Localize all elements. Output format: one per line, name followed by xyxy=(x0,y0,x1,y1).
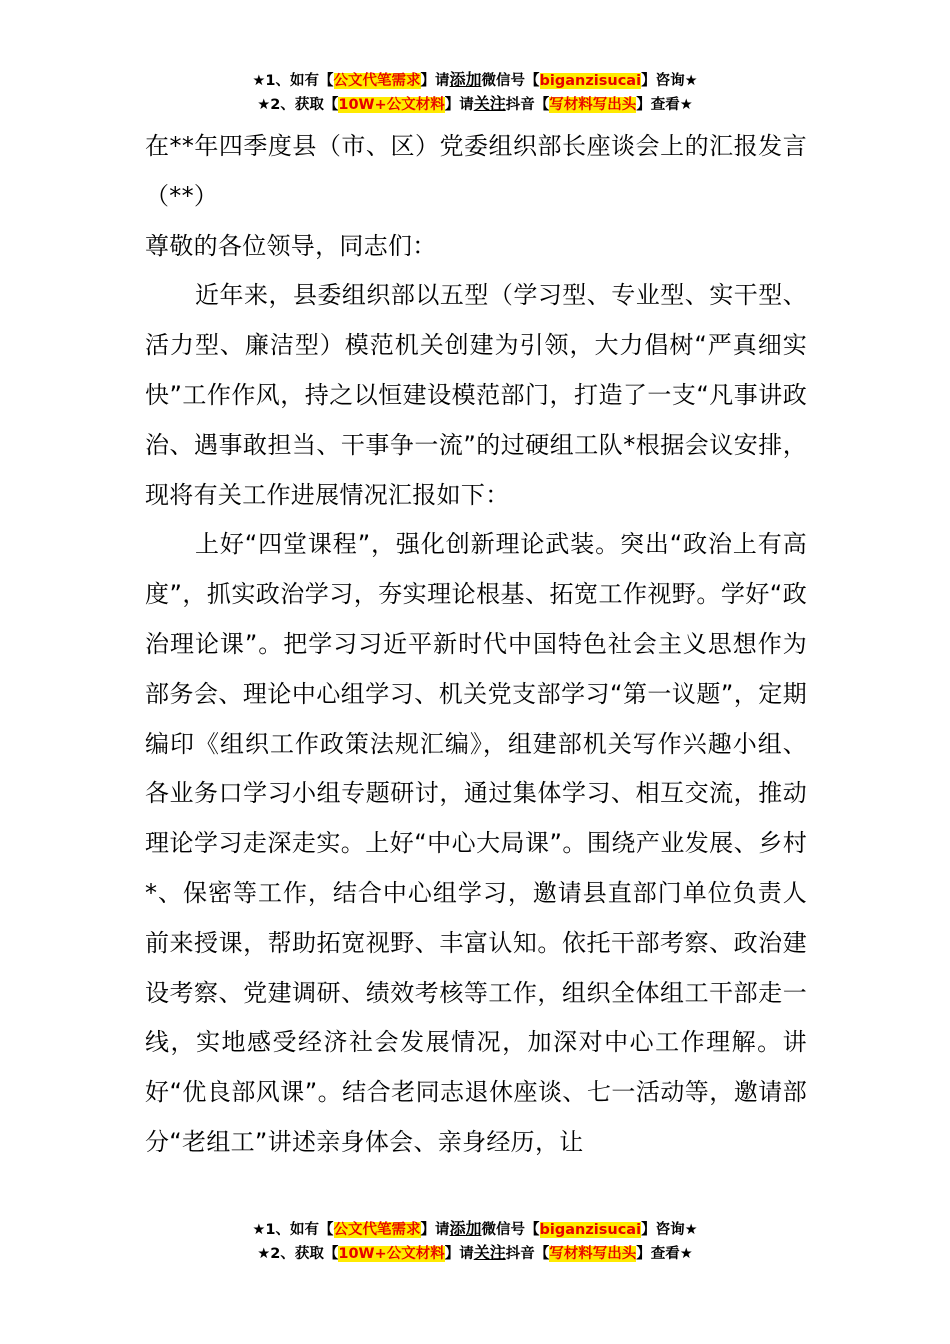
salutation: 尊敬的各位领导，同志们： xyxy=(145,231,437,260)
promo-text: 】请 xyxy=(420,1222,450,1238)
promo-text: 】咨询 xyxy=(641,1222,685,1238)
promo-text: 1、如有【 xyxy=(265,1222,334,1238)
star-icon: ★ xyxy=(684,1222,698,1238)
star-icon: ★ xyxy=(252,1222,266,1238)
promo-banner-top xyxy=(0,68,950,116)
promo-line-2 xyxy=(0,1241,950,1265)
promo-highlight: 10W+公文材料 xyxy=(338,97,445,113)
star-icon: ★ xyxy=(252,73,266,89)
wechat-id-highlight: biganzisucai xyxy=(539,73,642,89)
promo-emphasis: 关注 xyxy=(473,1243,506,1262)
document-title: 在**年四季度县（市、区）党委组织部长座谈会上的汇报发言（**） xyxy=(145,132,807,210)
promo-text: 】请 xyxy=(420,73,450,89)
promo-highlight: 公文代笔需求 xyxy=(333,1222,421,1238)
promo-line-1 xyxy=(0,1217,950,1241)
wechat-id-highlight: biganzisucai xyxy=(539,1222,642,1238)
promo-text: 】查看 xyxy=(636,97,680,113)
promo-text: 2、获取【 xyxy=(270,97,339,113)
document-body xyxy=(145,122,807,1168)
promo-highlight: 公文代笔需求 xyxy=(333,73,421,89)
douyin-highlight: 写材料写出头 xyxy=(549,1246,637,1262)
star-icon: ★ xyxy=(684,73,698,89)
promo-emphasis: 添加 xyxy=(449,1219,482,1238)
promo-text: 微信号【 xyxy=(481,73,540,89)
promo-text: 】咨询 xyxy=(641,73,685,89)
promo-highlight: 10W+公文材料 xyxy=(338,1246,445,1262)
promo-text: 抖音【 xyxy=(505,1246,550,1262)
body-paragraph: 近年来，县委组织部以五型（学习型、专业型、实干型、活力型、廉洁型）模范机关创建为引领，大力倡树“严真细实快”工作作风，持之以恒建设模范部门，打造了一支“凡事讲政治、遇事敢担当、干事争一流”的过硬组工队*根据会议安排，现将有关工作进展情况汇报如下： xyxy=(145,281,807,509)
star-icon: ★ xyxy=(679,1246,693,1262)
promo-emphasis: 添加 xyxy=(449,70,482,89)
promo-text: 2、获取【 xyxy=(270,1246,339,1262)
promo-text: 微信号【 xyxy=(481,1222,540,1238)
promo-line-2 xyxy=(0,92,950,116)
body-paragraph: 上好“四堂课程”，强化创新理论武装。突出“政治上有高度”，抓实政治学习，夯实理论根基、拓宽工作视野。学好“政治理论课”。把学习习近平新时代中国特色社会主义思想作为部务会、理论中心组学习、机关党支部学习“第一议题”，定期编印《组织工作政策法规汇编》，组建部机关写作兴趣小组、各业务口学习小组专题研讨，通过集体学习、相互交流，推动理论学习走深走实。上好“中心大局课”。围绕产业发展、乡村*、保密等工作，结合中心组学习，邀请县直部门单位负责人前来授课，帮助拓宽视野、丰富认知。依托干部考察、政治建设考察、党建调研、绩效考核等工作，组织全体组工干部走一线，实地感受经济社会发展情况，加深对中心工作理解。讲好“优良部风课”。结合老同志退休座谈、七一活动等，邀请部分“老组工”讲述亲身体会、亲身经历，让 xyxy=(145,530,807,1156)
promo-text: 抖音【 xyxy=(505,97,550,113)
star-icon: ★ xyxy=(679,97,693,113)
promo-text: 】请 xyxy=(444,97,474,113)
promo-line-1 xyxy=(0,68,950,92)
promo-banner-bottom xyxy=(0,1217,950,1265)
promo-text: 】请 xyxy=(444,1246,474,1262)
promo-text: 1、如有【 xyxy=(265,73,334,89)
star-icon: ★ xyxy=(257,97,271,113)
douyin-highlight: 写材料写出头 xyxy=(549,97,637,113)
promo-text: 】查看 xyxy=(636,1246,680,1262)
promo-emphasis: 关注 xyxy=(473,94,506,113)
star-icon: ★ xyxy=(257,1246,271,1262)
